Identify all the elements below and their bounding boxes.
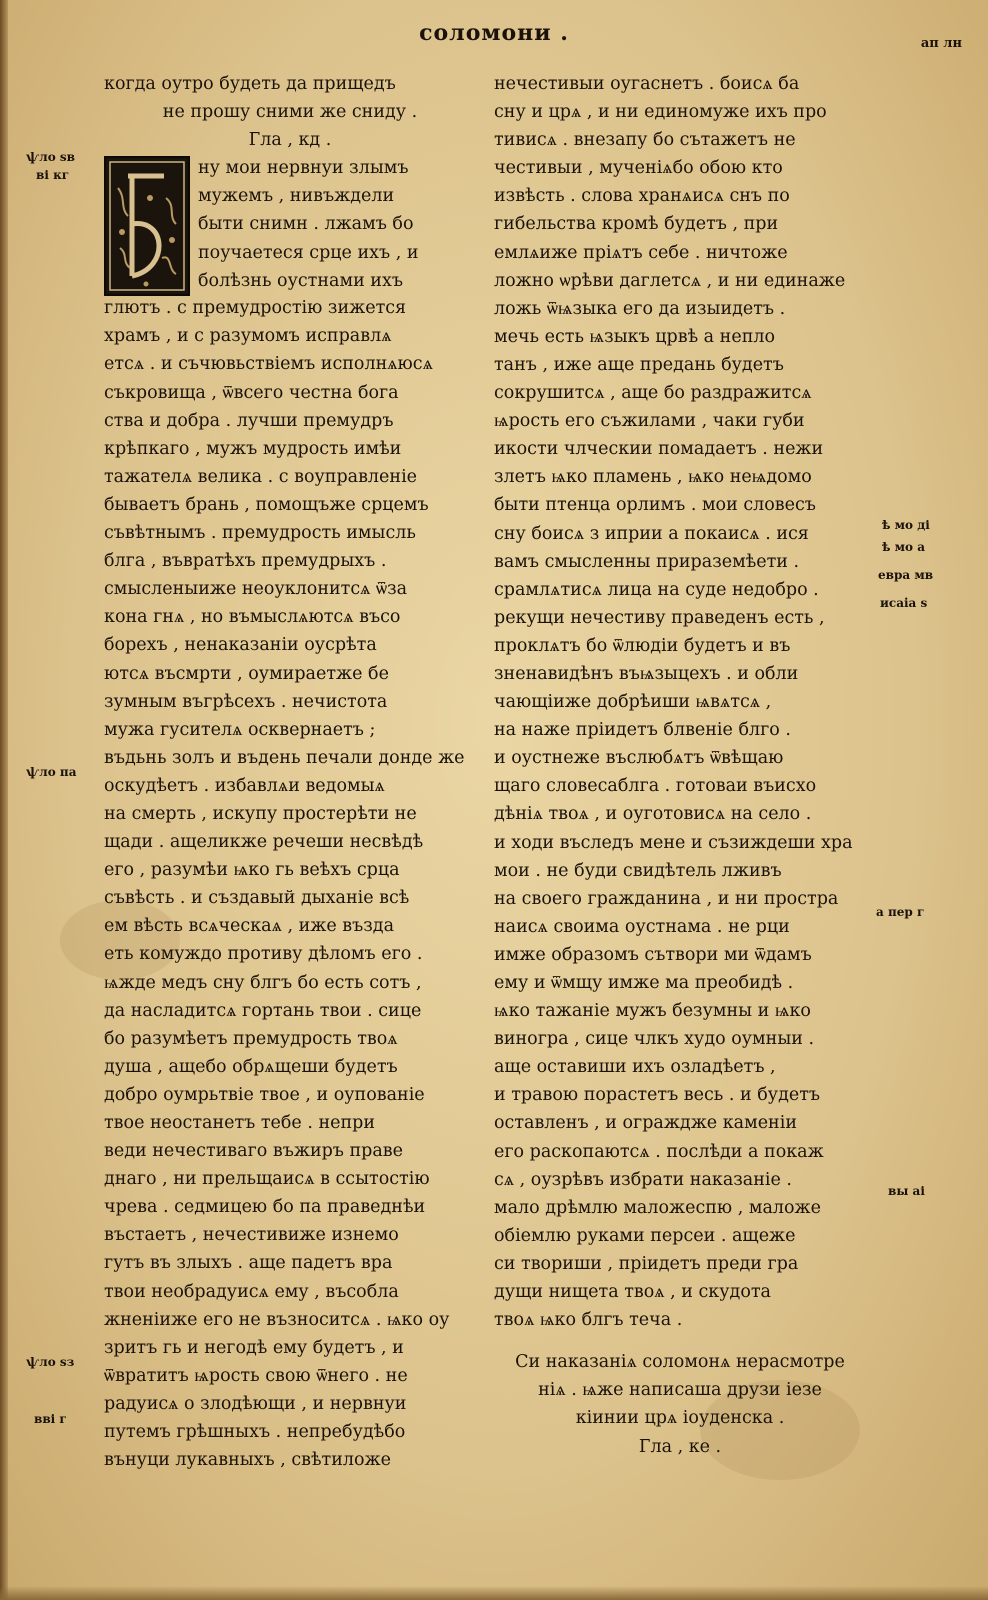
text-line: на наже прiидетъ блвенiе блго .	[494, 720, 791, 741]
closing-heading: Гла , ке .	[638, 1436, 722, 1457]
text-line: вънуци лукавныхъ , свѣтиложе	[104, 1450, 392, 1471]
text-line: проклѧтъ бо ѿлюдiи будетъ и въ	[494, 635, 791, 656]
running-title: соломони .	[419, 20, 569, 46]
text-line: емлѧиже прiѧтъ себе . ничтоже	[494, 242, 788, 263]
text-line: болѣзнь оустнами ихъ	[198, 270, 403, 291]
text-line: ства и добра . лучши премудръ	[104, 410, 394, 431]
text-line: оставленъ , и ограждже каменiи	[494, 1113, 797, 1134]
text-line: блга , въвратѣхъ премудрыхъ .	[104, 551, 387, 572]
text-line: имже образомъ сътвори ми ѿдамъ	[494, 944, 812, 965]
text-line: вамъ смысленны прираземѣети .	[494, 551, 800, 572]
text-line: борехъ , ненаказанiи оусрѣта	[104, 635, 377, 656]
text-line: икости члческии помадаетъ . нежи	[494, 439, 824, 460]
text-line: зненавидѣнъ въѩзыцехъ . и обли	[494, 663, 799, 684]
text-line: въдьнь золъ и въдень печали донде же	[104, 747, 465, 768]
text-line: честивыи , мученiѧбо обою кто	[494, 158, 783, 179]
text-line: съвѣтнымъ . премудрость имысль	[104, 523, 416, 544]
page-left-edge	[0, 0, 8, 1600]
text-line: ѿвратитъ ѩрость свою ѿнего . не	[104, 1365, 408, 1386]
text-line: си твориши , прiидетъ преди гра	[494, 1253, 799, 1274]
closing-line: нiѧ . ѩже написаша друзи iезе	[538, 1380, 822, 1401]
text-line: сну и црѧ , и ни единомуже ихъ про	[494, 102, 827, 123]
text-line: извѣсть . слова хранѧисѧ снъ по	[494, 186, 790, 207]
text-line: ложь ѿѩзыка его да изыидетъ .	[494, 298, 786, 319]
initial-side-lines	[198, 154, 476, 294]
margin-note: ѱло ѕз	[26, 1355, 75, 1369]
margin-note: ѣ мо а	[882, 540, 925, 554]
folio-number: ап лн	[920, 36, 962, 51]
margin-note: ві кг	[36, 168, 70, 182]
margin-note: ѱло па	[26, 765, 77, 779]
text-line: етсѧ . и съчювьствiемъ исполнѧюсѧ	[104, 354, 433, 375]
text-line: еть комуждо противу дѣломъ его .	[104, 944, 423, 965]
margin-note: ѣ мо ді	[882, 518, 930, 532]
text-line: не прошу сними же сниду .	[162, 102, 418, 123]
page-bottom-edge	[0, 1586, 988, 1600]
margin-note: вы аі	[888, 1184, 925, 1198]
text-line: мужа гусителѧ осквернаетъ ;	[104, 719, 376, 740]
text-line: ѩко тажанiе мужъ безумны и ѩко	[494, 1001, 811, 1022]
text-line: его , разумѣи ѩко гь веѣхъ срца	[104, 860, 400, 881]
text-line: кона гнѧ , но въмыслѧютсѧ въсо	[104, 607, 401, 628]
text-line: рекущи нечестиву праведенъ есть ,	[494, 607, 825, 628]
text-line: сокрушитсѧ , аще бо раздражитсѧ	[494, 383, 812, 404]
text-line: мужемъ , нивъждели	[198, 186, 395, 207]
left-column	[104, 70, 476, 1474]
text-line: поучаетеся срце ихъ , и	[198, 242, 419, 263]
chapter-heading: Гла , кд .	[248, 130, 332, 151]
text-line: веди нечестиваго въжиръ праве	[104, 1141, 404, 1162]
text-line: щаго словесаблга . готоваи въисхо	[494, 776, 817, 797]
text-line: нечестивыи оугаснетъ . боисѧ ба	[494, 74, 800, 94]
margin-note: а пер г	[876, 905, 925, 919]
section-gap	[494, 1334, 866, 1348]
text-line: щади . ащеликже речеши несвѣдѣ	[104, 832, 424, 853]
text-line: съкровища , ѿвсего честна бога	[104, 382, 399, 403]
text-line: обiемлю руками персеи . ащеже	[494, 1225, 796, 1246]
text-line: мои . не буди свидѣтель лживъ	[494, 860, 782, 881]
text-line: путемъ грѣшныхъ . непребудѣбо	[104, 1422, 406, 1443]
text-line: аще оставиши ихъ озладѣетъ ,	[494, 1057, 776, 1078]
text-line: ем вѣсть всѧческаѧ , иже възда	[104, 916, 395, 937]
text-line: быти снимн . лжамъ бо	[198, 214, 414, 235]
text-line: мало дрѣмлю маложеспю , маложе	[494, 1197, 822, 1218]
text-line: и травою порастетъ весь . и будетъ	[494, 1085, 821, 1106]
margin-note: ѱло ѕв	[26, 150, 76, 164]
closing-line: Си наказанiѧ соломонѧ нерасмотре	[515, 1352, 845, 1373]
decorated-initial-image	[104, 156, 190, 296]
text-line: ютсѧ въсмрти , оумираетже бе	[104, 663, 389, 684]
initial-block	[104, 154, 476, 294]
text-line: въстаетъ , нечестивиже изнемо	[104, 1225, 399, 1246]
text-line: чающiиже добрѣиши ѩвѧтсѧ ,	[494, 692, 772, 713]
text-line: глютъ . с премудростiю зижется	[104, 298, 407, 319]
text-line: твоѧ ѩко блгъ теча .	[494, 1310, 683, 1331]
margin-note: исаiа ѕ	[880, 596, 928, 610]
text-line: сну боисѧ з иприи а покаисѧ . ися	[494, 523, 809, 544]
margin-note: вві г	[34, 1412, 67, 1426]
text-line: тажателѧ велика . с воуправленiе	[104, 466, 418, 487]
text-line: дѣнiѧ твоѧ , и оуготовисѧ на село .	[494, 804, 812, 825]
text-line: смысленыиже неоуклонитсѧ ѿза	[104, 579, 408, 600]
text-line: зумным въгрѣсехъ . нечистота	[104, 691, 388, 712]
text-line: его раскопаютсѧ . послѣди а покаж	[494, 1141, 824, 1162]
text-line: бо разумѣетъ премудрость твоѧ	[104, 1028, 398, 1049]
text-line: ложно ѡрѣви даглетсѧ , и ни единаже	[494, 270, 846, 291]
text-line: храмъ , и с разумомъ исправлѧ	[104, 326, 392, 347]
text-line: сѧ , оузрѣвъ избрати наказанiе .	[494, 1169, 792, 1190]
left-column-body	[104, 294, 476, 1474]
margin-note: евра мв	[878, 568, 934, 582]
right-column-body	[494, 70, 866, 1334]
text-line: ѩрость его съжилами , чаки губи	[494, 411, 805, 432]
text-line: да насладитсѧ гортань твои . сице	[104, 1000, 422, 1021]
text-line: танъ , иже аще предань будетъ	[494, 354, 784, 375]
text-line: быти птенца орлимъ . мои словесъ	[494, 495, 816, 516]
text-line: радуисѧ о злодѣющи , и нервнуи	[104, 1393, 407, 1414]
text-line: оскудѣетъ . избавлѧи ведомыѧ	[104, 775, 385, 796]
right-column	[494, 70, 866, 1461]
text-line: съвѣсть . и създавый дыханiе всѣ	[104, 888, 410, 909]
text-line: на смерть , искупу простерѣти не	[104, 803, 417, 824]
text-line: злетъ ѩко пламень , ѩко неѩдомо	[494, 467, 812, 488]
text-line: добро оумрьтвiе твое , и оупованiе	[104, 1084, 425, 1105]
text-line: и ходи въследъ мене и съзиждеши хра	[494, 832, 853, 853]
text-line: днаго , ни прельщаисѧ в ссытостiю	[104, 1169, 430, 1190]
text-line: когда оутро будеть да прищедъ	[104, 74, 396, 94]
text-line: зритъ гь и негодѣ ему будетъ , и	[104, 1337, 404, 1358]
text-line: виногра , сице члкъ худо оумныи .	[494, 1029, 815, 1050]
text-line: чрева . седмицею бо пa праведнѣи	[104, 1197, 426, 1218]
text-line: твое неостанетъ тебе . непри	[104, 1113, 376, 1133]
text-line: крѣпкаго , мужъ мудрость имѣи	[104, 438, 402, 459]
text-line: душа , ащебо обрѧщеши будетъ	[104, 1056, 398, 1077]
text-line: наисѧ своима оустнама . не рци	[494, 916, 790, 937]
text-line: гибельства кромѣ будетъ , при	[494, 214, 779, 235]
text-line: срамлѧтисѧ лица на суде недобро .	[494, 579, 819, 600]
text-line: мечь есть ѩзыкъ црвѣ а непло	[494, 326, 776, 347]
text-line: дущи нищета твоѧ , и скудота	[494, 1282, 771, 1303]
text-line: ему и ѿмщу имже ма преобидѣ .	[494, 973, 794, 993]
text-line: бываетъ брань , помощъже срцемъ	[104, 494, 429, 515]
closing-line: кiинии црѧ iоуденска .	[575, 1408, 785, 1429]
text-line: и оустнеже въслюбѧтъ ѿвѣщаю	[494, 748, 784, 769]
text-line: жненiиже его не възноситсѧ . ѩко оу	[104, 1309, 450, 1330]
text-line: тивисѧ . внезапу бо сътажетъ не	[494, 130, 796, 151]
text-line: гутъ въ злыхъ . аще падетъ вра	[104, 1253, 393, 1274]
text-line: ѩжде медъ сну блгъ бо есть сотъ ,	[104, 972, 422, 993]
text-line: на своего гражданина , и ни простра	[494, 888, 839, 909]
text-line: ну мои нервнуи злымъ	[198, 158, 409, 179]
text-line: твои необрадуисѧ ему , въсобла	[104, 1281, 399, 1302]
